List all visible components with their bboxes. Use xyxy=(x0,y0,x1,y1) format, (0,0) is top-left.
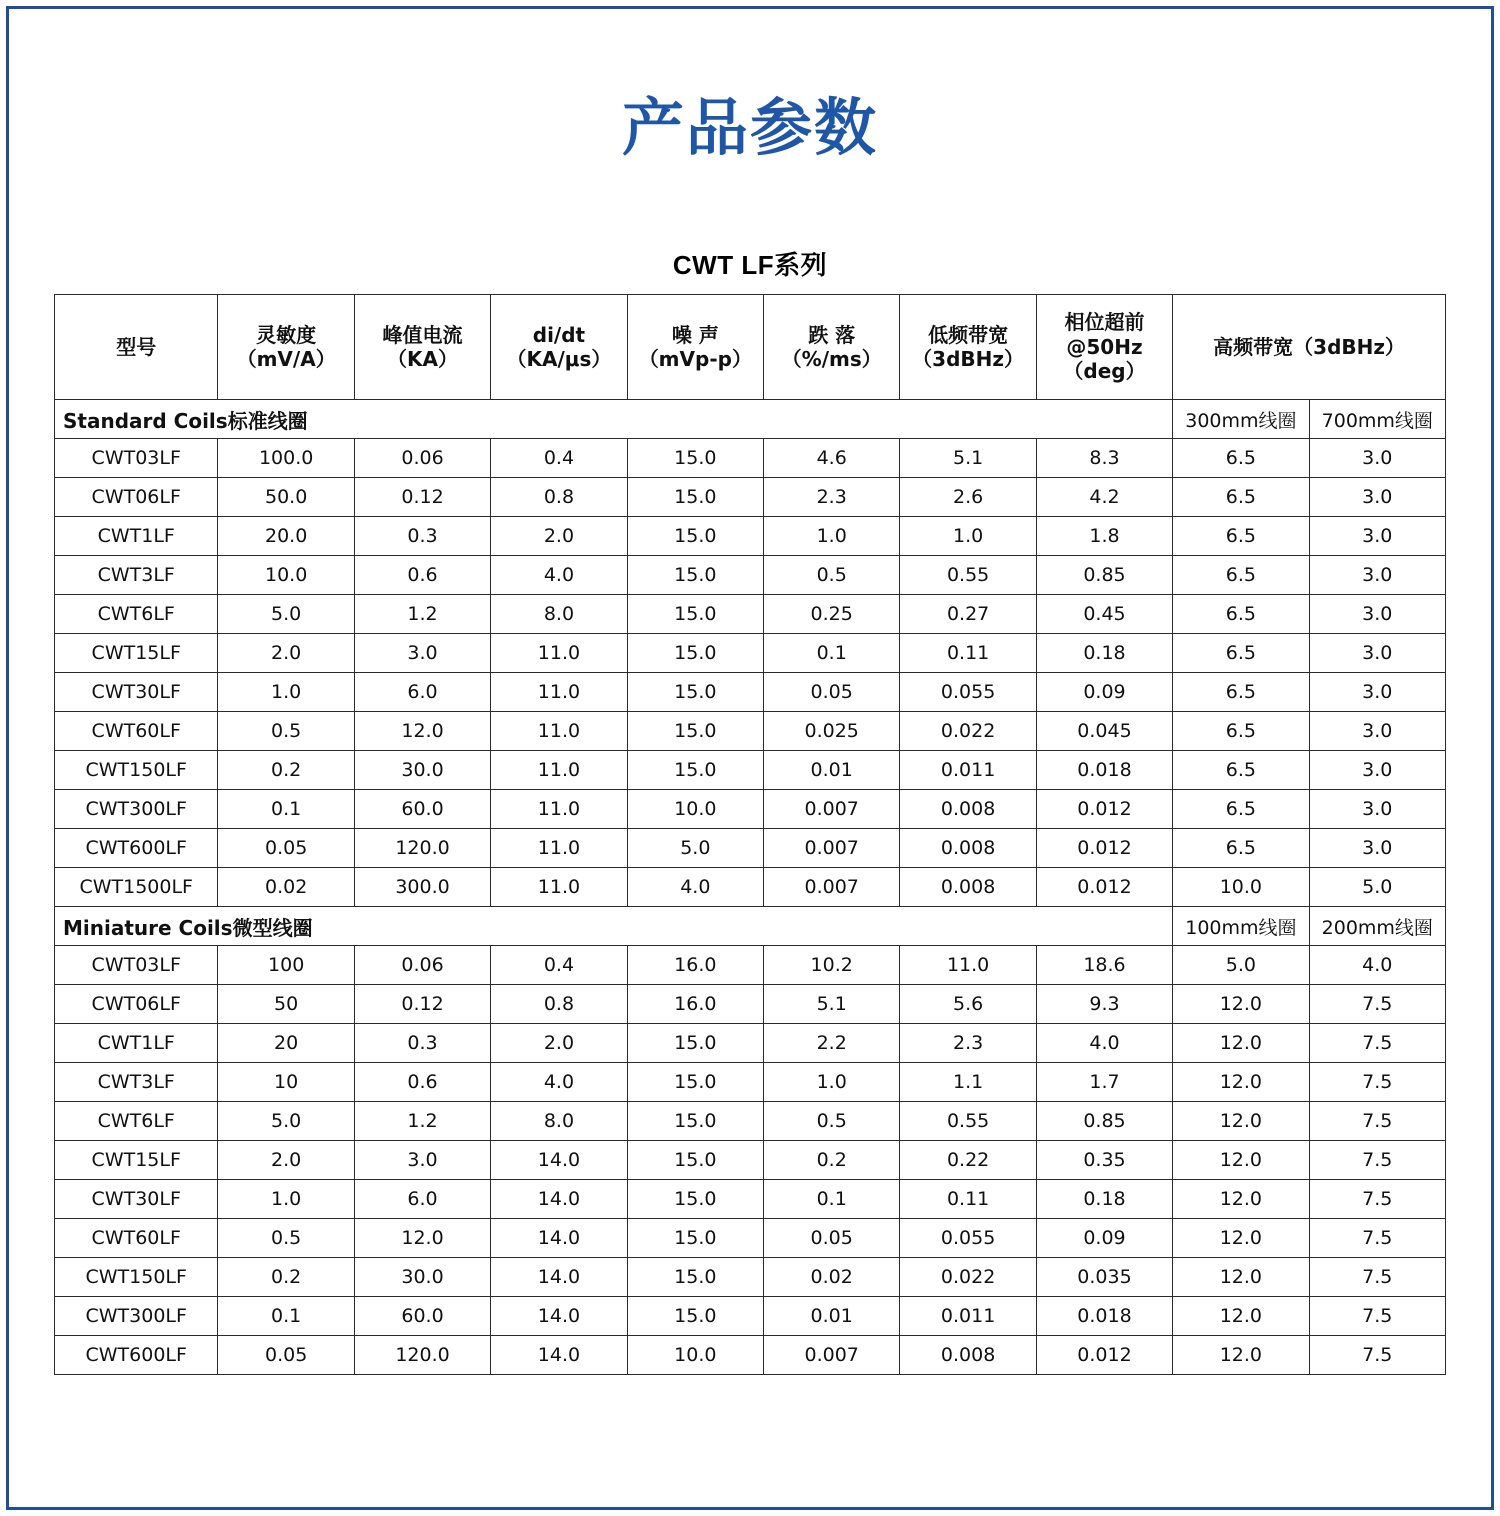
cell-hf-bandwidth-1: 6.5 xyxy=(1173,439,1309,478)
cell-hf-bandwidth-2: 3.0 xyxy=(1309,439,1445,478)
cell-model: CWT300LF xyxy=(55,1297,218,1336)
table-row xyxy=(55,1102,1446,1141)
cell-peak-current: 0.6 xyxy=(354,556,490,595)
cell-noise: 10.0 xyxy=(627,1336,763,1375)
cell-hf-bandwidth-2: 7.5 xyxy=(1309,1063,1445,1102)
cell-sensitivity: 1.0 xyxy=(218,673,354,712)
cell-lf-bandwidth: 0.055 xyxy=(900,673,1036,712)
cell-hf-bandwidth-2: 3.0 xyxy=(1309,517,1445,556)
header-droop: 跌 落 （%/ms） xyxy=(764,295,900,400)
cell-droop: 0.02 xyxy=(764,1258,900,1297)
cell-peak-current: 0.12 xyxy=(354,478,490,517)
cell-hf-bandwidth-1: 12.0 xyxy=(1173,1219,1309,1258)
cell-hf-bandwidth-1: 5.0 xyxy=(1173,946,1309,985)
cell-model: CWT15LF xyxy=(55,634,218,673)
cell-didt: 0.8 xyxy=(491,478,627,517)
cell-lf-bandwidth: 0.22 xyxy=(900,1141,1036,1180)
cell-hf-bandwidth-1: 12.0 xyxy=(1173,1258,1309,1297)
cell-didt: 2.0 xyxy=(491,1024,627,1063)
cell-hf-bandwidth-1: 12.0 xyxy=(1173,1336,1309,1375)
table-row xyxy=(55,946,1446,985)
table-row xyxy=(55,829,1446,868)
parameters-table xyxy=(54,294,1446,1375)
cell-noise: 15.0 xyxy=(627,595,763,634)
table-row xyxy=(55,985,1446,1024)
cell-peak-current: 1.2 xyxy=(354,595,490,634)
cell-hf-bandwidth-2: 3.0 xyxy=(1309,751,1445,790)
cell-peak-current: 30.0 xyxy=(354,751,490,790)
cell-droop: 0.1 xyxy=(764,634,900,673)
cell-hf-bandwidth-2: 3.0 xyxy=(1309,829,1445,868)
page-title: 产品参数 xyxy=(621,91,878,164)
cell-didt: 0.8 xyxy=(491,985,627,1024)
cell-phase-lead: 0.012 xyxy=(1036,829,1172,868)
cell-didt: 0.4 xyxy=(491,439,627,478)
table-row xyxy=(55,478,1446,517)
table-row xyxy=(55,1297,1446,1336)
header-row xyxy=(55,295,1446,400)
cell-phase-lead: 18.6 xyxy=(1036,946,1172,985)
cell-model: CWT30LF xyxy=(55,1180,218,1219)
cell-phase-lead: 0.45 xyxy=(1036,595,1172,634)
cell-phase-lead: 0.09 xyxy=(1036,1219,1172,1258)
cell-hf-bandwidth-1: 6.5 xyxy=(1173,790,1309,829)
cell-model: CWT6LF xyxy=(55,1102,218,1141)
cell-phase-lead: 0.018 xyxy=(1036,751,1172,790)
cell-droop: 2.3 xyxy=(764,478,900,517)
cell-noise: 15.0 xyxy=(627,751,763,790)
cell-noise: 16.0 xyxy=(627,946,763,985)
cell-hf-bandwidth-2: 3.0 xyxy=(1309,478,1445,517)
cell-hf-bandwidth-2: 3.0 xyxy=(1309,556,1445,595)
header-noise: 噪 声 （mVp-p） xyxy=(627,295,763,400)
cell-droop: 0.05 xyxy=(764,673,900,712)
cell-sensitivity: 20.0 xyxy=(218,517,354,556)
cell-phase-lead: 1.7 xyxy=(1036,1063,1172,1102)
cell-noise: 15.0 xyxy=(627,1063,763,1102)
table-row xyxy=(55,517,1446,556)
cell-hf-bandwidth-2: 7.5 xyxy=(1309,1258,1445,1297)
cell-model: CWT600LF xyxy=(55,829,218,868)
cell-didt: 0.4 xyxy=(491,946,627,985)
series-title: CWT LF系列 xyxy=(672,250,828,280)
cell-peak-current: 3.0 xyxy=(354,634,490,673)
cell-didt: 14.0 xyxy=(491,1219,627,1258)
cell-model: CWT300LF xyxy=(55,790,218,829)
cell-didt: 11.0 xyxy=(491,712,627,751)
cell-lf-bandwidth: 0.11 xyxy=(900,634,1036,673)
cell-lf-bandwidth: 0.55 xyxy=(900,556,1036,595)
cell-model: CWT03LF xyxy=(55,946,218,985)
cell-sensitivity: 0.05 xyxy=(218,1336,354,1375)
cell-lf-bandwidth: 0.008 xyxy=(900,1336,1036,1375)
cell-peak-current: 0.3 xyxy=(354,517,490,556)
cell-droop: 0.007 xyxy=(764,868,900,907)
cell-sensitivity: 0.5 xyxy=(218,1219,354,1258)
cell-noise: 15.0 xyxy=(627,1258,763,1297)
table-row xyxy=(55,790,1446,829)
cell-hf-bandwidth-1: 6.5 xyxy=(1173,829,1309,868)
cell-peak-current: 120.0 xyxy=(354,829,490,868)
cell-hf-bandwidth-2: 7.5 xyxy=(1309,1141,1445,1180)
cell-model: CWT30LF xyxy=(55,673,218,712)
table-row xyxy=(55,1024,1446,1063)
cell-peak-current: 60.0 xyxy=(354,790,490,829)
group-label: Miniature Coils微型线圈 xyxy=(55,907,1173,946)
cell-didt: 14.0 xyxy=(491,1180,627,1219)
cell-noise: 15.0 xyxy=(627,1219,763,1258)
group-header-row xyxy=(55,907,1446,946)
cell-noise: 15.0 xyxy=(627,634,763,673)
cell-droop: 0.007 xyxy=(764,790,900,829)
cell-lf-bandwidth: 1.0 xyxy=(900,517,1036,556)
cell-hf-bandwidth-2: 7.5 xyxy=(1309,1102,1445,1141)
cell-sensitivity: 0.05 xyxy=(218,829,354,868)
header-phase-lead: 相位超前 @50Hz （deg） xyxy=(1036,295,1172,400)
cell-phase-lead: 0.18 xyxy=(1036,1180,1172,1219)
header-didt: di/dt （KA/μs） xyxy=(491,295,627,400)
cell-phase-lead: 0.35 xyxy=(1036,1141,1172,1180)
cell-hf-bandwidth-1: 12.0 xyxy=(1173,1180,1309,1219)
cell-hf-bandwidth-2: 7.5 xyxy=(1309,985,1445,1024)
cell-sensitivity: 5.0 xyxy=(218,1102,354,1141)
cell-didt: 11.0 xyxy=(491,751,627,790)
cell-droop: 0.25 xyxy=(764,595,900,634)
group-coil-label-2: 700mm线圈 xyxy=(1309,400,1445,439)
cell-phase-lead: 0.18 xyxy=(1036,634,1172,673)
cell-model: CWT600LF xyxy=(55,1336,218,1375)
cell-didt: 11.0 xyxy=(491,673,627,712)
cell-hf-bandwidth-2: 5.0 xyxy=(1309,868,1445,907)
cell-noise: 15.0 xyxy=(627,1141,763,1180)
cell-lf-bandwidth: 0.022 xyxy=(900,712,1036,751)
cell-model: CWT15LF xyxy=(55,1141,218,1180)
cell-model: CWT3LF xyxy=(55,1063,218,1102)
cell-peak-current: 0.3 xyxy=(354,1024,490,1063)
cell-noise: 15.0 xyxy=(627,439,763,478)
cell-hf-bandwidth-2: 3.0 xyxy=(1309,712,1445,751)
cell-hf-bandwidth-1: 6.5 xyxy=(1173,751,1309,790)
cell-phase-lead: 0.035 xyxy=(1036,1258,1172,1297)
cell-hf-bandwidth-2: 7.5 xyxy=(1309,1024,1445,1063)
cell-model: CWT3LF xyxy=(55,556,218,595)
cell-noise: 15.0 xyxy=(627,1297,763,1336)
cell-didt: 14.0 xyxy=(491,1141,627,1180)
cell-hf-bandwidth-2: 7.5 xyxy=(1309,1336,1445,1375)
cell-lf-bandwidth: 2.6 xyxy=(900,478,1036,517)
cell-lf-bandwidth: 5.1 xyxy=(900,439,1036,478)
cell-droop: 2.2 xyxy=(764,1024,900,1063)
cell-droop: 0.05 xyxy=(764,1219,900,1258)
cell-droop: 0.007 xyxy=(764,1336,900,1375)
cell-noise: 10.0 xyxy=(627,790,763,829)
cell-sensitivity: 0.2 xyxy=(218,751,354,790)
cell-phase-lead: 0.012 xyxy=(1036,1336,1172,1375)
cell-hf-bandwidth-2: 7.5 xyxy=(1309,1180,1445,1219)
cell-sensitivity: 2.0 xyxy=(218,1141,354,1180)
cell-peak-current: 0.12 xyxy=(354,985,490,1024)
cell-lf-bandwidth: 0.055 xyxy=(900,1219,1036,1258)
cell-peak-current: 300.0 xyxy=(354,868,490,907)
cell-lf-bandwidth: 0.011 xyxy=(900,751,1036,790)
cell-model: CWT03LF xyxy=(55,439,218,478)
cell-lf-bandwidth: 0.022 xyxy=(900,1258,1036,1297)
cell-model: CWT150LF xyxy=(55,751,218,790)
cell-hf-bandwidth-1: 10.0 xyxy=(1173,868,1309,907)
cell-peak-current: 0.06 xyxy=(354,946,490,985)
cell-droop: 10.2 xyxy=(764,946,900,985)
cell-noise: 4.0 xyxy=(627,868,763,907)
cell-noise: 15.0 xyxy=(627,1102,763,1141)
cell-phase-lead: 8.3 xyxy=(1036,439,1172,478)
cell-droop: 0.007 xyxy=(764,829,900,868)
cell-peak-current: 120.0 xyxy=(354,1336,490,1375)
cell-phase-lead: 0.012 xyxy=(1036,790,1172,829)
cell-sensitivity: 5.0 xyxy=(218,595,354,634)
table-row xyxy=(55,634,1446,673)
cell-didt: 8.0 xyxy=(491,595,627,634)
cell-phase-lead: 0.09 xyxy=(1036,673,1172,712)
table-row xyxy=(55,1258,1446,1297)
cell-sensitivity: 0.2 xyxy=(218,1258,354,1297)
cell-noise: 15.0 xyxy=(627,1024,763,1063)
cell-noise: 15.0 xyxy=(627,478,763,517)
cell-didt: 8.0 xyxy=(491,1102,627,1141)
cell-droop: 5.1 xyxy=(764,985,900,1024)
cell-noise: 16.0 xyxy=(627,985,763,1024)
cell-droop: 0.1 xyxy=(764,1180,900,1219)
group-coil-label-2: 200mm线圈 xyxy=(1309,907,1445,946)
cell-phase-lead: 0.018 xyxy=(1036,1297,1172,1336)
cell-sensitivity: 0.1 xyxy=(218,1297,354,1336)
cell-droop: 1.0 xyxy=(764,1063,900,1102)
table-row xyxy=(55,712,1446,751)
cell-peak-current: 6.0 xyxy=(354,1180,490,1219)
cell-sensitivity: 1.0 xyxy=(218,1180,354,1219)
cell-peak-current: 60.0 xyxy=(354,1297,490,1336)
cell-peak-current: 12.0 xyxy=(354,712,490,751)
cell-droop: 0.01 xyxy=(764,751,900,790)
cell-droop: 0.2 xyxy=(764,1141,900,1180)
group-label: Standard Coils标准线圈 xyxy=(55,400,1173,439)
cell-lf-bandwidth: 2.3 xyxy=(900,1024,1036,1063)
cell-hf-bandwidth-1: 12.0 xyxy=(1173,1063,1309,1102)
cell-phase-lead: 9.3 xyxy=(1036,985,1172,1024)
header-sensitivity: 灵敏度 （mV/A） xyxy=(218,295,354,400)
group-coil-label-1: 300mm线圈 xyxy=(1173,400,1309,439)
cell-peak-current: 1.2 xyxy=(354,1102,490,1141)
group-header-row xyxy=(55,400,1446,439)
header-hf-bandwidth: 高频带宽（3dBHz） xyxy=(1173,295,1446,400)
parameters-table-wrapper xyxy=(54,294,1446,1375)
cell-lf-bandwidth: 0.008 xyxy=(900,829,1036,868)
cell-lf-bandwidth: 5.6 xyxy=(900,985,1036,1024)
cell-lf-bandwidth: 0.55 xyxy=(900,1102,1036,1141)
cell-lf-bandwidth: 0.008 xyxy=(900,868,1036,907)
cell-didt: 2.0 xyxy=(491,517,627,556)
cell-sensitivity: 0.02 xyxy=(218,868,354,907)
cell-hf-bandwidth-1: 12.0 xyxy=(1173,1024,1309,1063)
cell-droop: 0.5 xyxy=(764,1102,900,1141)
cell-model: CWT1LF xyxy=(55,1024,218,1063)
cell-model: CWT6LF xyxy=(55,595,218,634)
table-row xyxy=(55,868,1446,907)
cell-noise: 15.0 xyxy=(627,556,763,595)
cell-hf-bandwidth-1: 12.0 xyxy=(1173,1297,1309,1336)
cell-hf-bandwidth-2: 3.0 xyxy=(1309,595,1445,634)
cell-model: CWT150LF xyxy=(55,1258,218,1297)
cell-hf-bandwidth-2: 4.0 xyxy=(1309,946,1445,985)
table-header xyxy=(55,295,1446,400)
cell-hf-bandwidth-1: 12.0 xyxy=(1173,985,1309,1024)
cell-sensitivity: 100 xyxy=(218,946,354,985)
cell-noise: 15.0 xyxy=(627,517,763,556)
cell-sensitivity: 0.1 xyxy=(218,790,354,829)
table-row xyxy=(55,595,1446,634)
cell-hf-bandwidth-1: 6.5 xyxy=(1173,517,1309,556)
table-row xyxy=(55,1180,1446,1219)
cell-didt: 4.0 xyxy=(491,556,627,595)
cell-phase-lead: 4.2 xyxy=(1036,478,1172,517)
cell-peak-current: 0.06 xyxy=(354,439,490,478)
cell-didt: 14.0 xyxy=(491,1297,627,1336)
cell-sensitivity: 2.0 xyxy=(218,634,354,673)
cell-lf-bandwidth: 11.0 xyxy=(900,946,1036,985)
cell-phase-lead: 4.0 xyxy=(1036,1024,1172,1063)
table-row xyxy=(55,673,1446,712)
cell-model: CWT60LF xyxy=(55,712,218,751)
cell-noise: 15.0 xyxy=(627,1180,763,1219)
table-row xyxy=(55,1336,1446,1375)
cell-lf-bandwidth: 0.11 xyxy=(900,1180,1036,1219)
table-row xyxy=(55,1219,1446,1258)
cell-didt: 14.0 xyxy=(491,1258,627,1297)
cell-lf-bandwidth: 0.011 xyxy=(900,1297,1036,1336)
cell-droop: 0.5 xyxy=(764,556,900,595)
cell-droop: 0.01 xyxy=(764,1297,900,1336)
table-row xyxy=(55,556,1446,595)
cell-didt: 11.0 xyxy=(491,790,627,829)
cell-lf-bandwidth: 0.27 xyxy=(900,595,1036,634)
header-model: 型号 xyxy=(55,295,218,400)
cell-hf-bandwidth-2: 3.0 xyxy=(1309,634,1445,673)
cell-sensitivity: 10.0 xyxy=(218,556,354,595)
cell-sensitivity: 20 xyxy=(218,1024,354,1063)
cell-phase-lead: 1.8 xyxy=(1036,517,1172,556)
table-row xyxy=(55,1063,1446,1102)
table-row xyxy=(55,1141,1446,1180)
cell-sensitivity: 0.5 xyxy=(218,712,354,751)
cell-model: CWT06LF xyxy=(55,985,218,1024)
cell-droop: 0.025 xyxy=(764,712,900,751)
cell-hf-bandwidth-2: 7.5 xyxy=(1309,1297,1445,1336)
cell-noise: 5.0 xyxy=(627,829,763,868)
cell-sensitivity: 50 xyxy=(218,985,354,1024)
cell-didt: 4.0 xyxy=(491,1063,627,1102)
cell-model: CWT1LF xyxy=(55,517,218,556)
cell-droop: 4.6 xyxy=(764,439,900,478)
cell-model: CWT1500LF xyxy=(55,868,218,907)
cell-sensitivity: 100.0 xyxy=(218,439,354,478)
header-peak-current: 峰值电流 （KA） xyxy=(354,295,490,400)
cell-peak-current: 12.0 xyxy=(354,1219,490,1258)
table-row xyxy=(55,751,1446,790)
cell-hf-bandwidth-1: 6.5 xyxy=(1173,673,1309,712)
cell-phase-lead: 0.85 xyxy=(1036,1102,1172,1141)
cell-phase-lead: 0.012 xyxy=(1036,868,1172,907)
table-row xyxy=(55,439,1446,478)
cell-sensitivity: 10 xyxy=(218,1063,354,1102)
cell-lf-bandwidth: 1.1 xyxy=(900,1063,1036,1102)
cell-didt: 11.0 xyxy=(491,634,627,673)
cell-hf-bandwidth-1: 12.0 xyxy=(1173,1141,1309,1180)
cell-hf-bandwidth-2: 3.0 xyxy=(1309,790,1445,829)
cell-droop: 1.0 xyxy=(764,517,900,556)
cell-hf-bandwidth-1: 6.5 xyxy=(1173,712,1309,751)
cell-hf-bandwidth-1: 6.5 xyxy=(1173,595,1309,634)
cell-hf-bandwidth-1: 6.5 xyxy=(1173,634,1309,673)
table-body xyxy=(55,400,1446,1375)
cell-peak-current: 30.0 xyxy=(354,1258,490,1297)
cell-noise: 15.0 xyxy=(627,673,763,712)
header-lf-bandwidth: 低频带宽 （3dBHz） xyxy=(900,295,1036,400)
cell-sensitivity: 50.0 xyxy=(218,478,354,517)
cell-didt: 14.0 xyxy=(491,1336,627,1375)
cell-peak-current: 6.0 xyxy=(354,673,490,712)
cell-peak-current: 3.0 xyxy=(354,1141,490,1180)
cell-phase-lead: 0.85 xyxy=(1036,556,1172,595)
cell-didt: 11.0 xyxy=(491,868,627,907)
cell-hf-bandwidth-2: 3.0 xyxy=(1309,673,1445,712)
cell-peak-current: 0.6 xyxy=(354,1063,490,1102)
cell-hf-bandwidth-2: 7.5 xyxy=(1309,1219,1445,1258)
cell-didt: 11.0 xyxy=(491,829,627,868)
cell-noise: 15.0 xyxy=(627,712,763,751)
cell-hf-bandwidth-1: 6.5 xyxy=(1173,478,1309,517)
cell-model: CWT60LF xyxy=(55,1219,218,1258)
group-coil-label-1: 100mm线圈 xyxy=(1173,907,1309,946)
cell-phase-lead: 0.045 xyxy=(1036,712,1172,751)
cell-lf-bandwidth: 0.008 xyxy=(900,790,1036,829)
cell-hf-bandwidth-1: 12.0 xyxy=(1173,1102,1309,1141)
cell-model: CWT06LF xyxy=(55,478,218,517)
cell-hf-bandwidth-1: 6.5 xyxy=(1173,556,1309,595)
